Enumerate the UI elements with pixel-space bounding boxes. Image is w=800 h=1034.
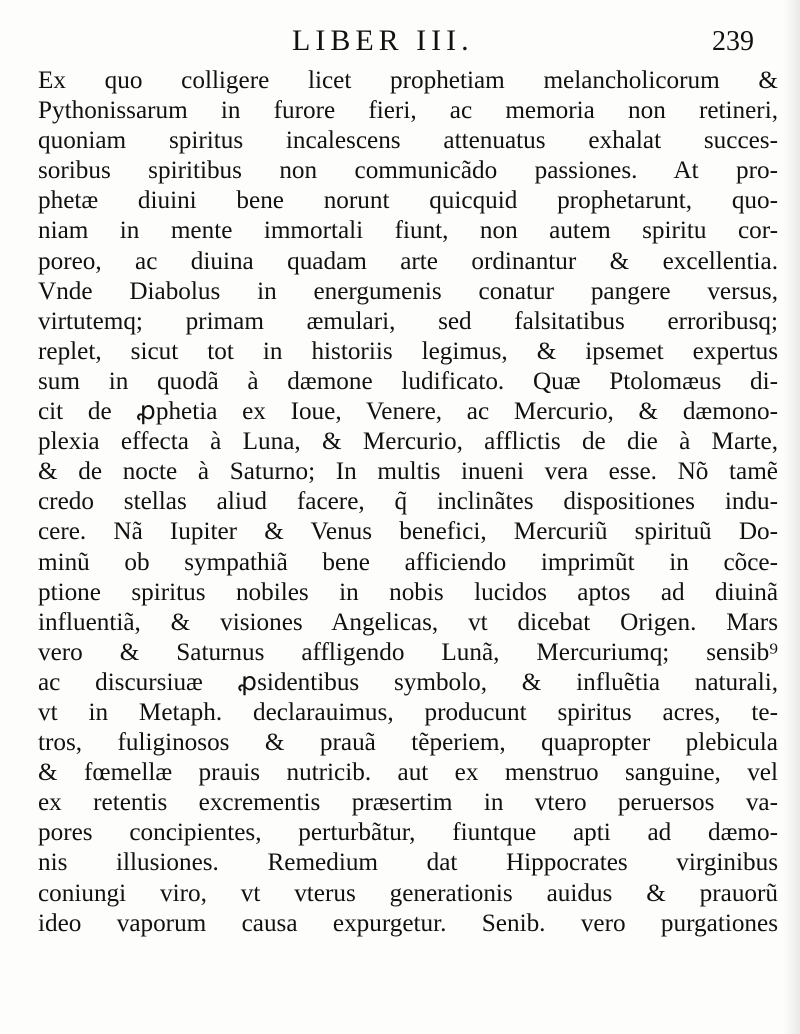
body-text: [38, 66, 778, 939]
text-line: replet, sicut tot in historiis legimus, & ipsemet expertus: [38, 337, 778, 365]
text-line: cere. Nã Iupiter & Venus benefici, Mercuriũ spirituũ Do-: [38, 518, 778, 546]
text-line: & fœmellæ prauis nutricib. aut ex menstruo sanguine, vel: [38, 759, 778, 787]
text-line: Ex quo colligere licet prophetiam melancholicorum &: [38, 67, 778, 94]
text-line: ac discursiuæ ꝓsidentibus symbolo, & influẽtia naturali,: [38, 668, 778, 696]
page-number: 239: [712, 26, 754, 57]
text-line: ideo vaporum causa expurgetur. Senib. vero purgationes: [38, 909, 778, 937]
running-head: LIBER III.: [292, 24, 474, 57]
text-line: Vnde Diabolus in energumenis conatur pangere versus,: [38, 277, 778, 305]
text-line: sum in quodã à dæmone ludificato. Quæ Ptolomæus di-: [38, 367, 778, 395]
text-line: Pythonissarum in furore fieri, ac memoria non retineri,: [38, 97, 778, 125]
text-line: niam in mente immortali fiunt, non autem spiritu cor-: [38, 217, 778, 245]
scan-edge-shadow: [784, 0, 800, 1034]
text-line: ex retentis excrementis præsertim in vtero peruersos va-: [38, 789, 778, 817]
text-line: nis illusiones. Remedium dat Hippocrates virginibus: [38, 849, 778, 877]
text-line: influentiã, & visiones Angelicas, vt dicebat Origen. Mars: [38, 608, 778, 636]
text-line: & de nocte à Saturno; In multis inueni vera esse. Nõ tamẽ: [38, 458, 778, 486]
text-line: vero & Saturnus affligendo Lunã, Mercuriumq; sensib⁹: [38, 638, 778, 666]
text-line: vt in Metaph. declarauimus, producunt spiritus acres, te-: [38, 698, 778, 726]
text-line: virtutemq; primam æmulari, sed falsitatibus erroribusq;: [38, 307, 778, 335]
text-line: plexia effecta à Luna, & Mercurio, afflictis de die à Marte,: [38, 428, 778, 456]
text-line: phetæ diuini bene norunt quicquid prophetarunt, quo-: [38, 187, 778, 215]
text-line: poreo, ac diuina quadam arte ordinantur & excellentia.: [38, 247, 778, 275]
text-line: tros, fuliginosos & prauã tẽperiem, quapropter plebicula: [38, 729, 778, 757]
page-header: [0, 24, 800, 64]
text-line: minũ ob sympathiã bene afficiendo imprimũt in cõce-: [38, 548, 778, 576]
text-line: ptione spiritus nobiles in nobis lucidos aptos ad diuinã: [38, 578, 778, 606]
text-line: pores concipientes, perturbãtur, fiuntque apti ad dæmo-: [38, 819, 778, 847]
text-line: quoniam spiritus incalescens attenuatus exhalat succes-: [38, 127, 778, 155]
text-line: credo stellas aliud facere, q̃ inclinãtes dispositiones indu-: [38, 488, 778, 516]
text-line: soribus spiritibus non communicãdo passiones. At pro-: [38, 157, 778, 185]
text-line: coniungi viro, vt vterus generationis auidus & prauorũ: [38, 879, 778, 907]
text-line: cit de ꝓphetia ex Ioue, Venere, ac Mercurio, & dæmono-: [38, 398, 778, 426]
